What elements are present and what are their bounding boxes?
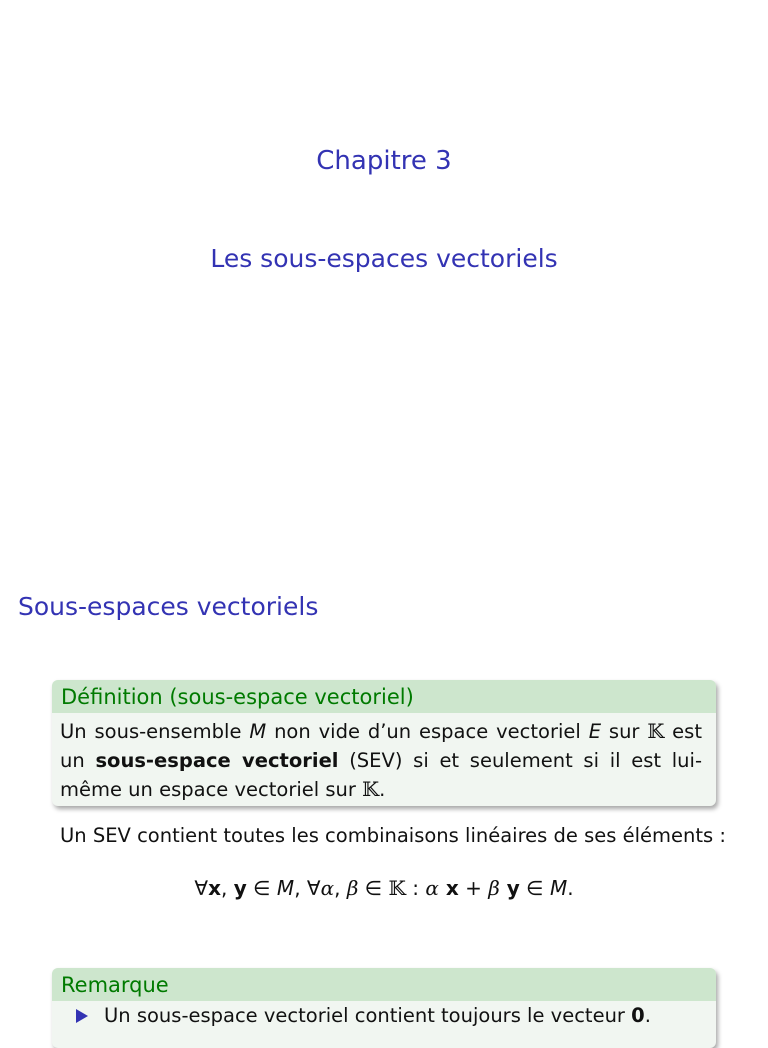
linear-combination-formula xyxy=(0,876,768,900)
remark-bullet-item xyxy=(52,1001,716,1027)
formula-part: β xyxy=(346,876,359,900)
def-symbol-m: M xyxy=(249,720,267,743)
frame-title: Sous-espaces vectoriels xyxy=(18,592,319,621)
def-bold-term: sous-espace vectoriel xyxy=(95,749,339,772)
def-text: sur xyxy=(601,720,648,743)
formula-part: ∈ xyxy=(358,876,389,900)
def-symbol-k: 𝕂 xyxy=(647,720,665,743)
formula-part: y xyxy=(233,876,247,900)
bullet-text: . xyxy=(644,1004,651,1027)
formula-part: . xyxy=(567,876,574,900)
remark-title: Remarque xyxy=(52,968,716,1001)
def-symbol-e: E xyxy=(588,720,602,743)
formula-part: ∈ xyxy=(246,876,277,900)
def-text: est un xyxy=(60,720,702,772)
def-text: Un sous-ensemble xyxy=(60,720,250,743)
formula-part: x xyxy=(438,876,459,900)
def-text: . xyxy=(379,778,386,801)
remark-block xyxy=(52,968,716,1048)
def-text: non vide d’un espace vectoriel xyxy=(266,720,589,743)
formula-part: y xyxy=(499,876,520,900)
sev-statement: Un SEV contient toutes les combinaisons linéaires de ses éléments : xyxy=(60,824,726,847)
def-symbol-k: 𝕂 xyxy=(362,778,380,801)
formula-part: ∀ xyxy=(194,876,209,900)
formula-part: , xyxy=(294,876,307,900)
definition-title: Définition (sous-espace vectoriel) xyxy=(52,680,716,713)
formula-part: ∈ xyxy=(519,876,550,900)
formula-part: M xyxy=(276,876,295,900)
bullet-bold-zero: 0 xyxy=(631,1004,645,1027)
triangle-bullet-icon xyxy=(76,1009,88,1023)
formula-part: , xyxy=(221,876,234,900)
formula-part: β xyxy=(488,876,500,900)
formula-part: α xyxy=(425,876,439,900)
bullet-text: Un sous-espace vectoriel contient toujours le vecteur xyxy=(104,1004,632,1027)
formula-part: 𝕂 xyxy=(388,876,406,900)
def-text: (SEV) si et seulement si il est lui-même un espace vectoriel sur xyxy=(60,749,702,801)
chapter-subtitle: Les sous-espaces vectoriels xyxy=(210,244,558,273)
formula-part: α xyxy=(320,876,335,900)
definition-block xyxy=(52,680,716,806)
formula-part: x xyxy=(208,876,222,900)
formula-part: M xyxy=(549,876,568,900)
formula-part: + xyxy=(458,876,489,900)
formula-part: : xyxy=(405,876,426,900)
chapter-title: Chapitre 3 xyxy=(316,146,452,176)
formula-part: , xyxy=(334,876,347,900)
definition-body xyxy=(52,713,716,804)
formula-part: ∀ xyxy=(306,876,321,900)
